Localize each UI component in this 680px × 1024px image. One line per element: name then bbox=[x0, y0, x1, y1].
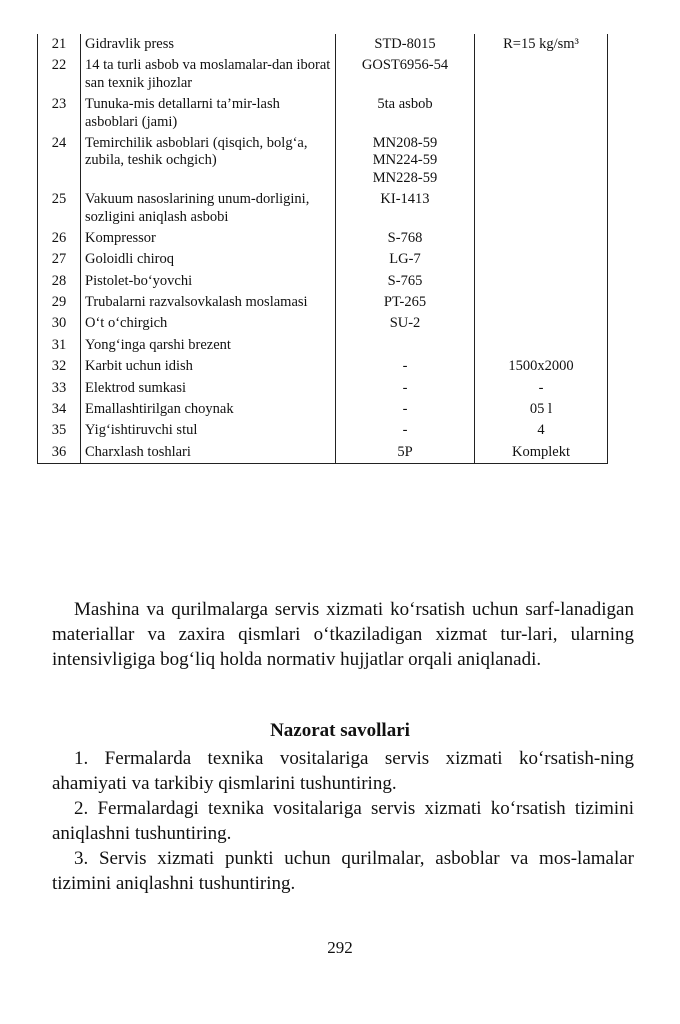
equipment-code bbox=[336, 356, 475, 377]
code-line: - bbox=[402, 422, 408, 439]
equipment-note bbox=[475, 335, 608, 356]
table-row bbox=[38, 356, 608, 377]
table-row bbox=[38, 189, 608, 228]
code-line: MN224-59 bbox=[372, 152, 438, 169]
equipment-code bbox=[336, 292, 475, 313]
code-line: MN208-59 bbox=[372, 134, 438, 151]
equipment-code bbox=[336, 249, 475, 270]
equipment-note: 4 bbox=[475, 420, 608, 441]
row-number: 34 bbox=[38, 399, 81, 420]
code-line: GOST6956-54 bbox=[361, 57, 449, 74]
equipment-code bbox=[336, 399, 475, 420]
code-line: MN228-59 bbox=[372, 169, 438, 186]
equipment-note: - bbox=[475, 378, 608, 399]
row-number: 21 bbox=[38, 34, 81, 55]
questions-list bbox=[52, 746, 634, 896]
row-number: 25 bbox=[38, 189, 81, 228]
equipment-note bbox=[475, 292, 608, 313]
equipment-note: 05 l bbox=[475, 399, 608, 420]
equipment-name: Pistolet-bo‘yovchi bbox=[81, 271, 336, 292]
row-number: 36 bbox=[38, 442, 81, 464]
equipment-code bbox=[336, 228, 475, 249]
equipment-note bbox=[475, 133, 608, 189]
equipment-table bbox=[37, 34, 608, 464]
code-line: S-765 bbox=[387, 272, 423, 289]
equipment-name: O‘t o‘chirgich bbox=[81, 313, 336, 334]
equipment-note: Komplekt bbox=[475, 442, 608, 464]
code-line: - bbox=[402, 379, 408, 396]
body-paragraph-block bbox=[52, 597, 634, 672]
code-line: 5P bbox=[397, 443, 413, 460]
page-number: 292 bbox=[327, 938, 353, 957]
equipment-note bbox=[475, 271, 608, 292]
equipment-note: R=15 kg/sm³ bbox=[475, 34, 608, 55]
equipment-name: Yig‘ishtiruvchi stul bbox=[81, 420, 336, 441]
equipment-code bbox=[336, 420, 475, 441]
row-number: 24 bbox=[38, 133, 81, 189]
table-row bbox=[38, 399, 608, 420]
table-row bbox=[38, 313, 608, 334]
row-number: 30 bbox=[38, 313, 81, 334]
equipment-name: Goloidli chiroq bbox=[81, 249, 336, 270]
row-number: 28 bbox=[38, 271, 81, 292]
equipment-name: Yong‘inga qarshi brezent bbox=[81, 335, 336, 356]
equipment-name: 14 ta turli asbob va moslamalar-dan iborat san texnik jihozlar bbox=[81, 55, 336, 94]
row-number: 23 bbox=[38, 94, 81, 133]
row-number: 33 bbox=[38, 378, 81, 399]
equipment-code bbox=[336, 189, 475, 228]
row-number: 27 bbox=[38, 249, 81, 270]
table-row bbox=[38, 34, 608, 55]
table-row bbox=[38, 442, 608, 464]
code-line: STD-8015 bbox=[374, 36, 436, 52]
code-line: - bbox=[402, 358, 408, 375]
equipment-name: Trubalarni razvalsovkalash moslamasi bbox=[81, 292, 336, 313]
equipment-code bbox=[336, 335, 475, 356]
equipment-name: Tunuka-mis detallarni ta’mir-lash asboblari (jami) bbox=[81, 94, 336, 133]
code-line: KI-1413 bbox=[380, 191, 430, 208]
equipment-name: Emallashtirilgan choynak bbox=[81, 399, 336, 420]
table-row bbox=[38, 133, 608, 189]
table-row bbox=[38, 249, 608, 270]
equipment-name: Temirchilik asboblari (qisqich, bolg‘a, zubila, teshik ochgich) bbox=[81, 133, 336, 189]
equipment-note bbox=[475, 249, 608, 270]
equipment-code bbox=[336, 271, 475, 292]
question-item: 3. Servis xizmati punkti uchun qurilmalar, asboblar va mos-lamalar tizimini aniqlashni tushuntiring. bbox=[52, 848, 634, 894]
row-number: 22 bbox=[38, 55, 81, 94]
equipment-note bbox=[475, 313, 608, 334]
question-item: 2. Fermalardagi texnika vositalariga servis xizmati ko‘rsatish tizimini aniqlashni tushuntiring. bbox=[52, 798, 634, 844]
table-row bbox=[38, 271, 608, 292]
equipment-name: Kompressor bbox=[81, 228, 336, 249]
row-number: 29 bbox=[38, 292, 81, 313]
code-line: - bbox=[402, 401, 408, 418]
row-number: 31 bbox=[38, 335, 81, 356]
row-number: 35 bbox=[38, 420, 81, 441]
equipment-note bbox=[475, 55, 608, 94]
equipment-code bbox=[336, 378, 475, 399]
equipment-code bbox=[336, 313, 475, 334]
table-row bbox=[38, 228, 608, 249]
question-item: 1. Fermalarda texnika vositalariga servis xizmati ko‘rsatish-ning ahamiyati va tarkibiy qismlarini tushuntiring. bbox=[52, 748, 634, 794]
equipment-note bbox=[475, 228, 608, 249]
code-line: S-768 bbox=[387, 229, 423, 246]
equipment-note bbox=[475, 189, 608, 228]
code-line bbox=[340, 337, 470, 354]
equipment-note: 1500x2000 bbox=[475, 356, 608, 377]
equipment-code bbox=[336, 94, 475, 133]
equipment-code bbox=[336, 55, 475, 94]
equipment-name: Karbit uchun idish bbox=[81, 356, 336, 377]
table-row bbox=[38, 55, 608, 94]
equipment-name: Elektrod sumkasi bbox=[81, 378, 336, 399]
table-row bbox=[38, 420, 608, 441]
table-row bbox=[38, 94, 608, 133]
body-paragraph: Mashina va qurilmalarga servis xizmati ko‘rsatish uchun sarf-lanadigan materiallar va zaxira qismlari o‘tkaziladigan xizmat tur-lari, ularning intensivligiga bog‘liq holda normativ hujjatlar orqali aniqlanadi. bbox=[52, 599, 634, 670]
table-row bbox=[38, 292, 608, 313]
equipment-code bbox=[336, 442, 475, 464]
table-row bbox=[38, 335, 608, 356]
code-line: LG-7 bbox=[389, 251, 421, 268]
equipment-name: Gidravlik press bbox=[81, 34, 336, 55]
row-number: 26 bbox=[38, 228, 81, 249]
equipment-code bbox=[336, 133, 475, 189]
table-row bbox=[38, 378, 608, 399]
code-line: PT-265 bbox=[383, 294, 427, 311]
equipment-name: Vakuum nasoslarining unum-dorligini, sozligini aniqlash asbobi bbox=[81, 189, 336, 228]
row-number: 32 bbox=[38, 356, 81, 377]
equipment-code bbox=[336, 34, 475, 55]
code-line: SU-2 bbox=[389, 315, 421, 332]
equipment-note bbox=[475, 94, 608, 133]
section-title: Nazorat savollari bbox=[270, 720, 410, 741]
equipment-name: Charxlash toshlari bbox=[81, 442, 336, 464]
code-line: 5ta asbob bbox=[377, 96, 433, 113]
